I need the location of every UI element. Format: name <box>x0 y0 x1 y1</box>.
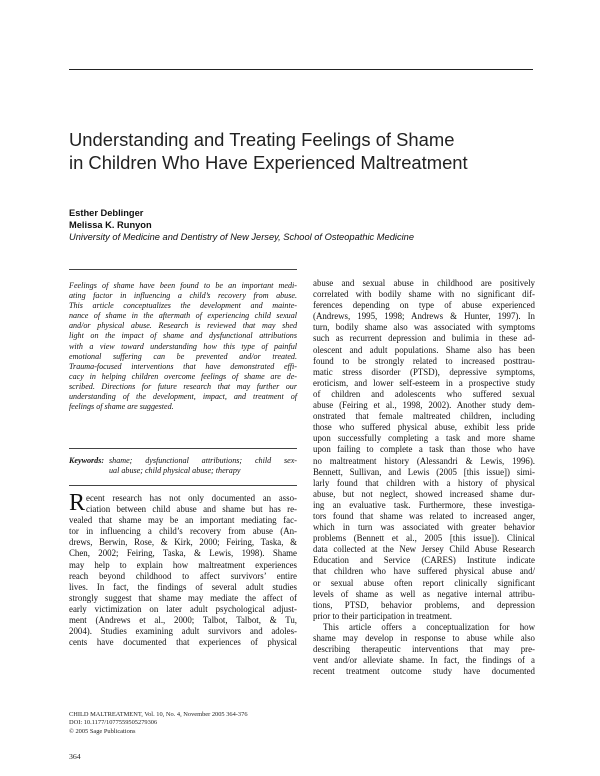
body-line: or sexual abuse often report clinically significant <box>313 577 535 588</box>
body-line: ment (Andrews et al., 2000; Talbot, Talbot, & Tu, <box>69 615 297 626</box>
body-line: data collected at the New Jersey Child Abuse Research <box>313 544 535 555</box>
body-line: which in turn was associated with greater behavior <box>313 522 535 533</box>
body-line: This article offers a conceptualization for how <box>323 621 535 632</box>
body-line: onstrated that female maltreated children, including <box>313 411 535 422</box>
body-line: tors found that shame was related to increased anger, <box>313 510 535 521</box>
body-line: such as recurrent depression and bulimia in these ad- <box>313 333 535 344</box>
body-line: shame may develop in response to abuse while also <box>313 633 535 643</box>
body-line: problems (Bennett et al., 2005 [this issue]). Clinical <box>313 533 535 544</box>
body-line: ing an evaluative task. Furthermore, these investiga- <box>313 499 535 510</box>
abstract-line: Trauma-focused interventions that have demonstrated effi- <box>69 361 297 371</box>
footer-citation: CHILD MALTREATMENT, Vol. 10, No. 4, November 2005 364-376 <box>69 711 248 718</box>
body-line: Chen, 2002; Feiring, Taska, & Lewis, 1998). Shame <box>69 548 297 559</box>
abstract-line: and/or physical abuse. Research is reviewed that may shed <box>69 321 297 331</box>
body-line: prior to their participation in treatment. <box>313 610 452 621</box>
keywords-line: ual abuse; child physical abuse; therapy <box>109 466 241 476</box>
abstract-line: feelings of shame are suggested. <box>69 402 174 412</box>
author-name: Melissa K. Runyon <box>69 219 152 230</box>
keywords-label: Keywords: <box>69 456 105 465</box>
body-line: abuse and sexual abuse in childhood are positively <box>313 278 535 288</box>
top-rule <box>69 69 533 70</box>
body-line: matic stress disorder (PTSD), depressive symptoms, <box>313 366 535 377</box>
body-line: ecent research has not only documented an asso- <box>86 493 297 503</box>
abstract-line: with a view toward understanding how this type of painful <box>69 341 297 351</box>
body-line: (Andrews, 1995, 1998; Andrews & Hunter, 1997). In <box>313 311 535 322</box>
abstract-line: ating factor in influencing a child’s recovery from abuse. <box>69 291 297 301</box>
body-line: that children who have suffered physical abuse and/ <box>313 566 535 577</box>
footer-doi: DOI: 10.1177/1077559505279306 <box>69 719 158 727</box>
page-number: 364 <box>69 752 81 761</box>
body-line: larly found that children with a history of physical <box>313 477 535 488</box>
body-line: turn, bodily shame also was associated with symptoms <box>313 322 535 333</box>
body-line: abuse (Feiring et al., 1998, 2002). Another study dem- <box>313 400 535 411</box>
keywords-top-rule <box>69 448 297 449</box>
body-line: ciation between child abuse and shame but has re- <box>86 504 297 515</box>
body-line: may help to explain how maltreatment experiences <box>69 559 297 570</box>
keywords-bottom-rule <box>69 485 297 486</box>
abstract <box>69 281 297 412</box>
body-line: reach beyond childhood to affect survivors’ entire <box>69 570 297 581</box>
body-line: found to be strongly related to increased posttrau- <box>313 355 535 366</box>
abstract-line: emotional suffering can be prevented and/or treated. <box>69 351 297 361</box>
abstract-line: This article conceptualizes the development and mainte- <box>69 301 297 311</box>
body-line: cents have documented that experiences of physical <box>69 637 297 648</box>
body-line: Bennett, Sullivan, and Lewis (2005 [this issue]) simi- <box>313 466 535 477</box>
body-line: tions, PTSD, behavior problems, and depression <box>313 599 535 610</box>
author-block <box>69 208 539 243</box>
body-line: no maltreatment history (Alessandri & Lewis, 1996). <box>313 455 535 466</box>
body-line: upon failing to complete a task than those who have <box>313 444 535 455</box>
body-line: lives. In fact, the findings of several adult studies <box>69 581 297 592</box>
body-line: vealed that shame may be an important mediating fac- <box>69 515 297 526</box>
body-line: 2004). Studies examining adult survivors and adoles- <box>69 626 297 637</box>
body-line: recent treatment outcome study have documented <box>313 666 535 677</box>
body-line: levels of shame as well as negative internal attribu- <box>313 588 535 599</box>
abstract-top-rule <box>69 269 297 270</box>
keywords-line: shame; dysfunctional attributions; child sex- <box>109 456 297 465</box>
abstract-line: nance of shame in the aftermath of experiencing child sexual <box>69 311 297 321</box>
abstract-line: scribed. Directions for future research that may further our <box>69 381 297 391</box>
footer-copyright: © 2005 Sage Publications <box>69 727 136 735</box>
body-line: early victimization on later adult psychological adjust- <box>69 603 297 614</box>
body-line: eroticism, and lower self-esteem in a prospective study <box>313 377 535 388</box>
abstract-line: cacy in helping children overcome feelings of shame are de- <box>69 371 297 381</box>
body-line: correlated with bodily shame with no significant dif- <box>313 289 535 300</box>
abstract-line: Feelings of shame have been found to be an important medi- <box>69 281 297 290</box>
abstract-line: understanding of the development, impact, and treatment of <box>69 392 297 402</box>
body-line: ferences depending on type of abuse experienced <box>313 300 535 311</box>
body-line: olescent and adult populations. Shame also has been <box>313 344 535 355</box>
body-line: those who suffered physical abuse, exhibit less pride <box>313 422 535 433</box>
body-line: tor in influencing a child’s recovery from abuse (An- <box>69 526 297 537</box>
body-right-column <box>313 278 535 677</box>
body-line: upon successfully completing a task and more shame <box>313 433 535 444</box>
body-line: Education and Service (CARES) Institute indicate <box>313 555 535 566</box>
title-line: in Children Who Have Experienced Maltreatment <box>69 152 468 173</box>
drop-cap: R <box>69 490 86 516</box>
title-line: Understanding and Treating Feelings of Shame <box>69 129 455 150</box>
article-title <box>69 128 539 174</box>
body-line: strongly suggest that shame may mediate the affect of <box>69 592 297 603</box>
body-line: vent and/or alleviate shame. In fact, the findings of a <box>313 655 535 666</box>
body-line: abuse, but not neglect, showed increased shame dur- <box>313 488 535 499</box>
journal-footer <box>69 711 248 736</box>
author-affiliation: University of Medicine and Dentistry of New Jersey, School of Osteopathic Medicine <box>69 231 414 242</box>
body-line: of children and adolescents who suffered sexual <box>313 388 535 399</box>
body-line: describing therapeutic interventions that may pre- <box>313 644 535 655</box>
author-name: Esther Deblinger <box>69 208 144 218</box>
body-left-column <box>69 490 297 648</box>
keywords-text <box>109 456 297 477</box>
body-line: drews, Berwin, Rose, & Kirk, 2000; Feiring, Taska, & <box>69 537 297 548</box>
abstract-line: light on the impact of shame and dysfunctional attributions <box>69 331 297 341</box>
